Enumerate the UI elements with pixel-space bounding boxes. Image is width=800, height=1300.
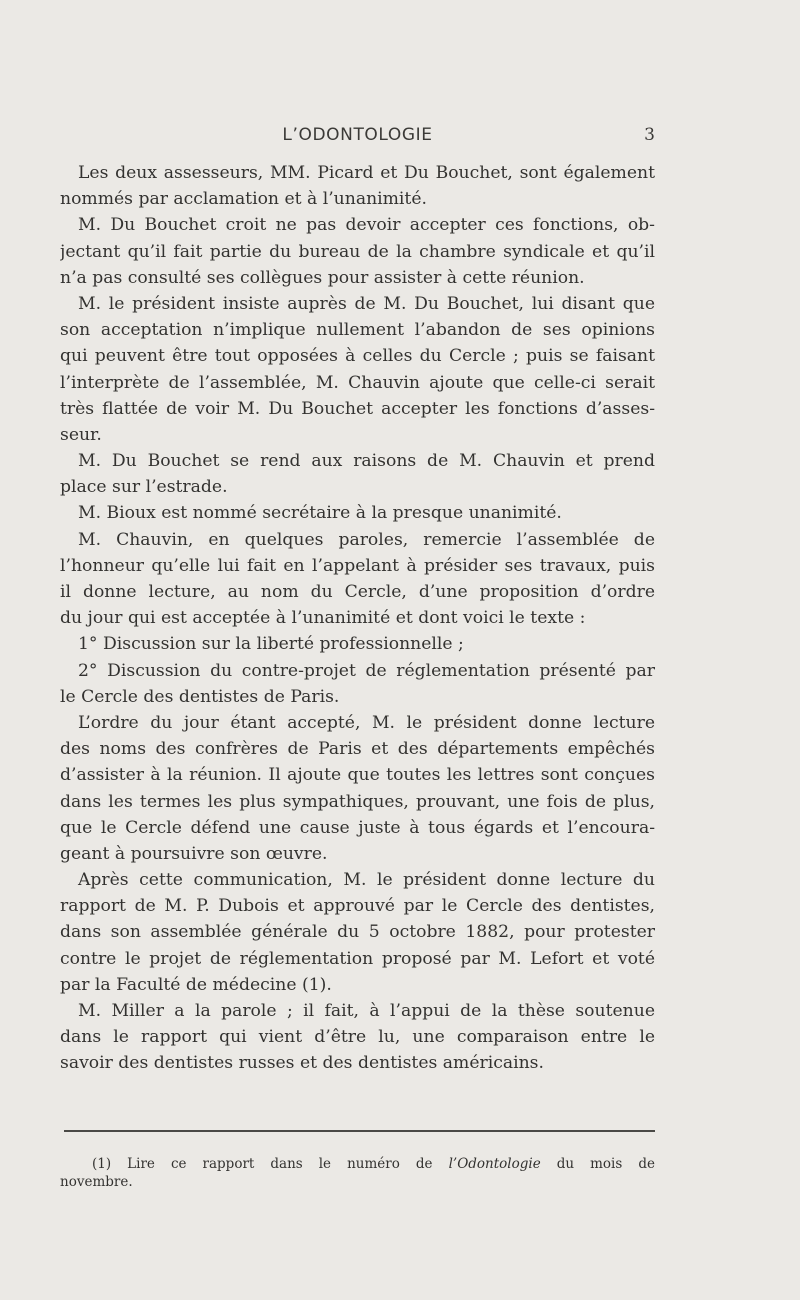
- paragraph: [60, 867, 655, 998]
- text-line: M. le président insiste auprès de M. Du Bouchet, lui disant que: [78, 293, 655, 314]
- running-title: L’ODONTOLOGIE: [282, 125, 433, 145]
- text-line: son acceptation n’implique nullement l’abandon de ses opinions: [60, 320, 655, 341]
- text-line: place sur l’estrade.: [60, 477, 228, 498]
- page-header: [60, 125, 655, 149]
- paragraph: [60, 631, 655, 657]
- footnote-line: [60, 1155, 655, 1173]
- text-line: dans les termes les plus sympathiques, prouvant, une fois de plus,: [60, 791, 655, 812]
- footnote-journal-title: l’Odontologie: [448, 1156, 541, 1172]
- paragraph: [60, 500, 655, 526]
- text-line: 2° Discussion du contre-projet de réglementation présenté par: [78, 660, 655, 681]
- text-line: l’interprète de l’assemblée, M. Chauvin ajoute que celle-ci serait: [60, 372, 655, 393]
- text-line: seur.: [60, 424, 102, 445]
- text-line: l’honneur qu’elle lui fait en l’appelant à présider ses travaux, puis: [60, 555, 655, 576]
- paragraph: [60, 998, 655, 1077]
- text-line: d’assister à la réunion. Il ajoute que toutes les lettres sont conçues: [60, 765, 655, 786]
- text-line: M. Du Bouchet croit ne pas devoir accepter ces fonctions, ob-: [78, 215, 655, 236]
- paragraph: [60, 658, 655, 710]
- text-line: dans le rapport qui vient d’être lu, une comparaison entre le: [60, 1027, 655, 1048]
- text-line: que le Cercle défend une cause juste à tous égards et l’encoura-: [60, 817, 655, 838]
- text-line: nommés par acclamation et à l’unanimité.: [60, 189, 427, 210]
- footnote-text: (1) Lire ce rapport dans le numéro de: [92, 1156, 449, 1172]
- text-line: le Cercle des dentistes de Paris.: [60, 686, 340, 707]
- text-line: rapport de M. P. Dubois et approuvé par le Cercle des dentistes,: [60, 896, 655, 917]
- text-line: dans son assemblée générale du 5 octobre 1882, pour protester: [60, 922, 655, 943]
- body-text: [60, 160, 655, 1077]
- paragraph: [60, 291, 655, 448]
- text-line: 1° Discussion sur la liberté professionnelle ;: [78, 634, 464, 655]
- paragraph: [60, 160, 655, 212]
- footnote-rule: [64, 1130, 655, 1132]
- text-line: geant à poursuivre son œuvre.: [60, 843, 328, 864]
- page-number: 3: [644, 125, 655, 145]
- text-line: très flattée de voir M. Du Bouchet accepter les fonctions d’asses-: [60, 398, 655, 419]
- text-line: Après cette communication, M. le président donne lecture du: [78, 870, 655, 891]
- text-line: jectant qu’il fait partie du bureau de la chambre syndicale et qu’il: [60, 241, 655, 262]
- text-line: M. Bioux est nommé secrétaire à la presque unanimité.: [78, 503, 562, 524]
- paragraph: [60, 212, 655, 291]
- footnote-line: novembre.: [60, 1174, 133, 1190]
- footnote: [60, 1155, 655, 1191]
- text-line: Les deux assesseurs, MM. Picard et Du Bouchet, sont également: [78, 163, 655, 183]
- text-line: il donne lecture, au nom du Cercle, d’une proposition d’ordre: [60, 582, 655, 602]
- text-line: n’a pas consulté ses collègues pour assister à cette réunion.: [60, 267, 585, 288]
- text-line: qui peuvent être tout opposées à celles du Cercle ; puis se faisant: [60, 346, 655, 367]
- text-line: des noms des confrères de Paris et des départements empêchés: [60, 739, 655, 760]
- text-line: M. Miller a la parole ; il fait, à l’appui de la thèse soutenue: [78, 1001, 655, 1021]
- text-line: du jour qui est acceptée à l’unanimité et dont voici le texte :: [60, 608, 586, 629]
- text-line: contre le projet de réglementation proposé par M. Lefort et voté: [60, 948, 655, 969]
- paragraph: [60, 710, 655, 867]
- paragraph: [60, 527, 655, 632]
- text-line: M. Du Bouchet se rend aux raisons de M. Chauvin et prend: [78, 451, 655, 472]
- text-line: L’ordre du jour étant accepté, M. le président donne lecture: [78, 712, 655, 733]
- text-line: par la Faculté de médecine (1).: [60, 974, 332, 995]
- footnote-text: du mois de: [540, 1156, 655, 1172]
- paragraph: [60, 448, 655, 500]
- text-line: M. Chauvin, en quelques paroles, remercie l’assemblée de: [78, 529, 655, 550]
- text-line: savoir des dentistes russes et des dentistes américains.: [60, 1053, 544, 1074]
